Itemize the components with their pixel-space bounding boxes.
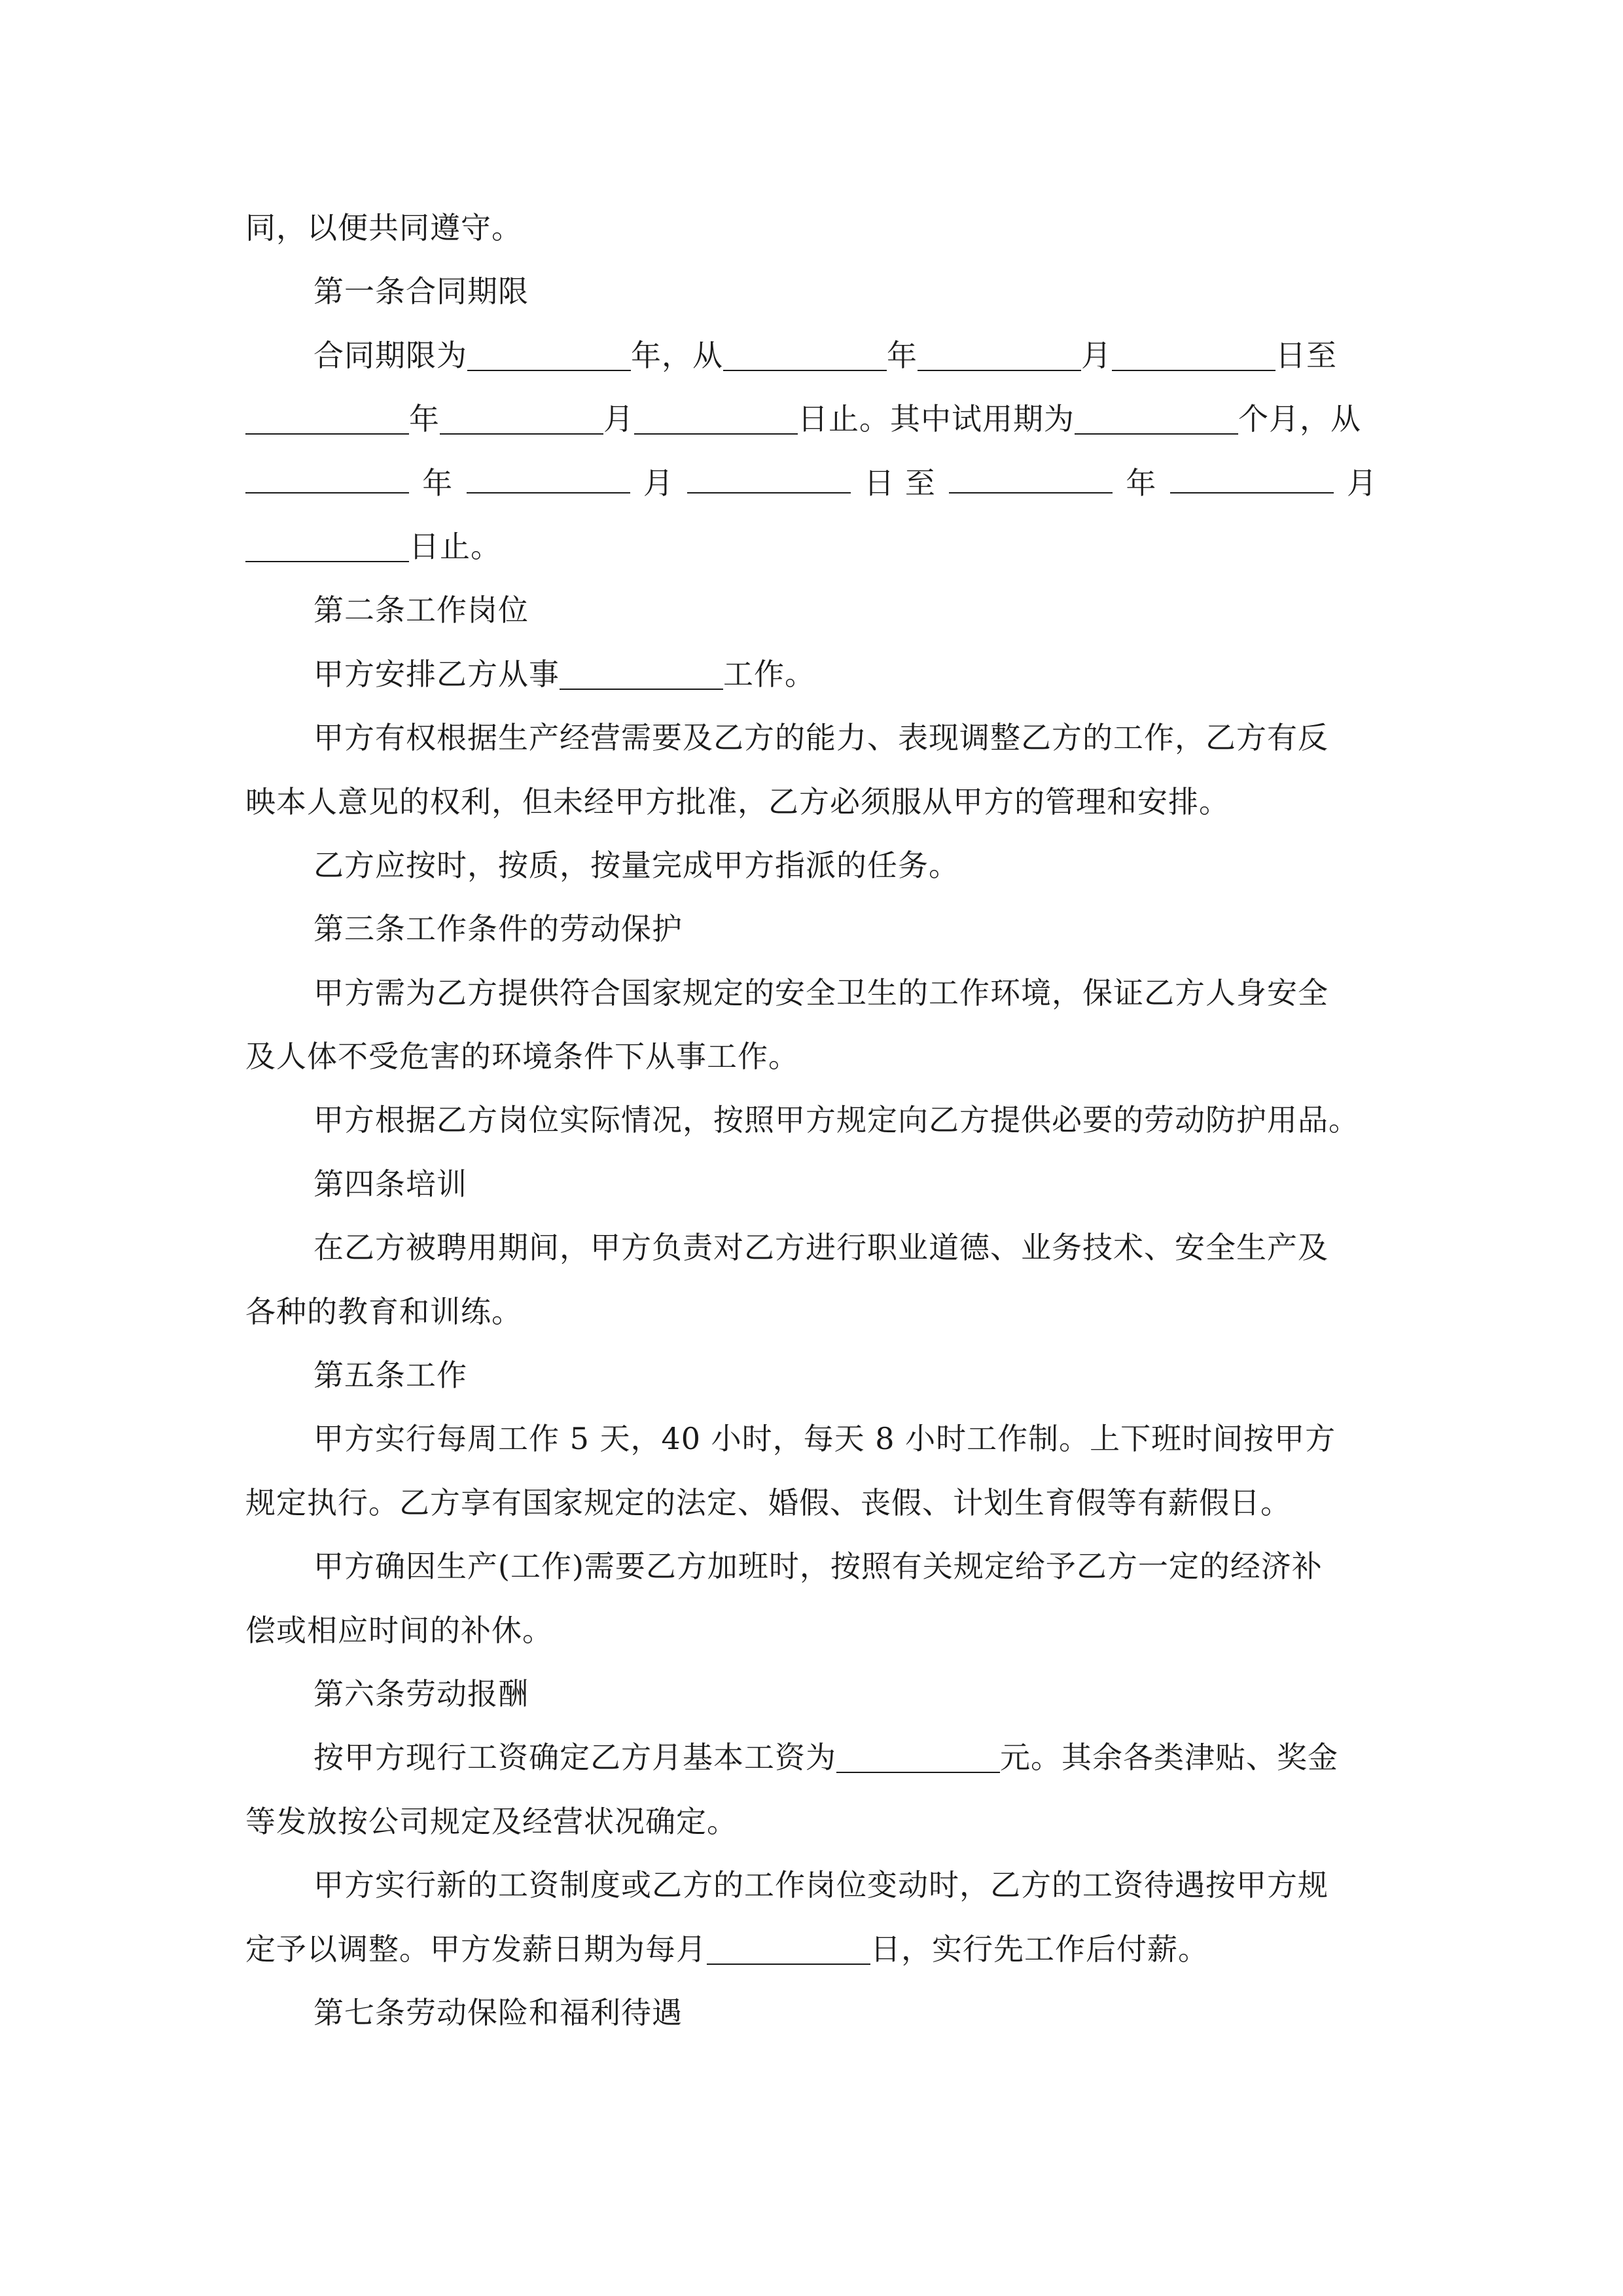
fill-blank [1075,403,1238,435]
article-3-title: 第三条工作条件的劳动保护 [313,911,683,947]
text-line: 甲方实行新的工资制度或乙方的工作岗位变动时，乙方的工资待遇按甲方规 [313,1867,1329,1903]
text-fragment: 年，从 [631,337,723,373]
text-fragment: 年 [1126,465,1157,501]
text-line: 规定执行。乙方享有国家规定的法定、婚假、丧假、计划生育假等有薪假日。 [245,1484,1291,1520]
fill-blank [1112,340,1275,371]
article-1-term-line-1 [245,324,1378,387]
text-fragment: 月 [643,465,674,501]
text-fragment: 日止。 [409,528,501,564]
text-fragment: 元。其余各类津贴、奖金 [1000,1740,1338,1776]
text-line: 甲方确因生产(工作)需要乙方加班时，按照有关规定给予乙方一定的经济补 [313,1549,1323,1585]
article-6-title: 第六条劳动报酬 [313,1676,529,1712]
fill-blank [723,340,887,371]
text-fragment: 按甲方现行工资确定乙方月基本工资为 [313,1740,836,1776]
text-fragment: 日至 [1275,337,1337,373]
fill-blank [634,403,798,435]
text-fragment: 年 [422,465,454,501]
article-4-title: 第四条培训 [313,1166,467,1202]
text-fragment: 月 [603,401,634,437]
fill-blank [707,1933,870,1965]
text-fragment: 日止。其中试用期为 [798,401,1075,437]
fill-blank [440,403,603,435]
text-fragment: 月 [1346,465,1378,501]
fill-blank [560,658,723,690]
text-fragment: 年 [887,337,918,373]
text-line: 乙方应按时，按质，按量完成甲方指派的任务。 [313,847,959,883]
fill-blank [245,531,409,562]
text-line: 映本人意见的权利，但未经甲方批准，乙方必须服从甲方的管理和安排。 [245,783,1230,819]
text-line: 偿或相应时间的补休。 [245,1612,553,1648]
fill-blank [687,462,851,493]
article-1-term-line-3 [245,452,1378,515]
text-line: 各种的教育和训练。 [245,1293,522,1329]
text-line: 甲方有权根据生产经营需要及乙方的能力、表现调整乙方的工作，乙方有反 [313,720,1329,756]
contract-body [245,196,1378,2045]
fill-blank [836,1742,1000,1773]
text-line: 及人体不受危害的环境条件下从事工作。 [245,1039,799,1075]
article-7-title: 第七条劳动保险和福利待遇 [313,1994,683,2030]
text-line: 甲方需为乙方提供符合国家规定的安全卫生的工作环境，保证乙方人身安全 [313,975,1329,1011]
text-fragment: 工作。 [723,656,815,692]
text-fragment: 年 [409,401,440,437]
text-fragment: 月 [1081,337,1112,373]
text-fragment: 甲方安排乙方从事 [313,656,560,692]
article-1-title: 第一条合同期限 [313,274,529,310]
article-2-title: 第二条工作岗位 [313,592,529,628]
fill-blank [949,462,1113,493]
text-line: 甲方根据乙方岗位实际情况，按照甲方规定向乙方提供必要的劳动防护用品。 [313,1102,1359,1138]
article-5-title: 第五条工作 [313,1357,467,1393]
article-1-term-line-4 [245,515,1378,579]
text-fragment: 日，实行先工作后付薪。 [870,1931,1209,1967]
article-6-salary-line [245,1726,1378,1789]
article-1-term-line-2 [245,387,1378,451]
text-fragment: 个月，从 [1238,401,1361,437]
fill-blank [467,340,631,371]
article-6-payday-line [245,1918,1378,1981]
text-fragment: 合同期限为 [313,337,467,373]
text-line: 甲方实行每周工作 5 天，40 小时，每天 8 小时工作制。上下班时间按甲方 [313,1421,1336,1457]
text-line: 在乙方被聘用期间，甲方负责对乙方进行职业道德、业务技术、安全生产及 [313,1230,1329,1266]
text-fragment: 定予以调整。甲方发薪日期为每月 [245,1931,707,1967]
text-line: 等发放按公司规定及经营状况确定。 [245,1803,738,1839]
article-2-assignment [245,643,1378,706]
fill-blank [245,403,409,435]
fill-blank [467,462,630,493]
fill-blank [918,340,1081,371]
fill-blank [245,462,409,493]
fill-blank [1170,462,1334,493]
text-fragment: 日 至 [864,465,936,501]
text-line: 同，以便共同遵守。 [245,210,522,245]
